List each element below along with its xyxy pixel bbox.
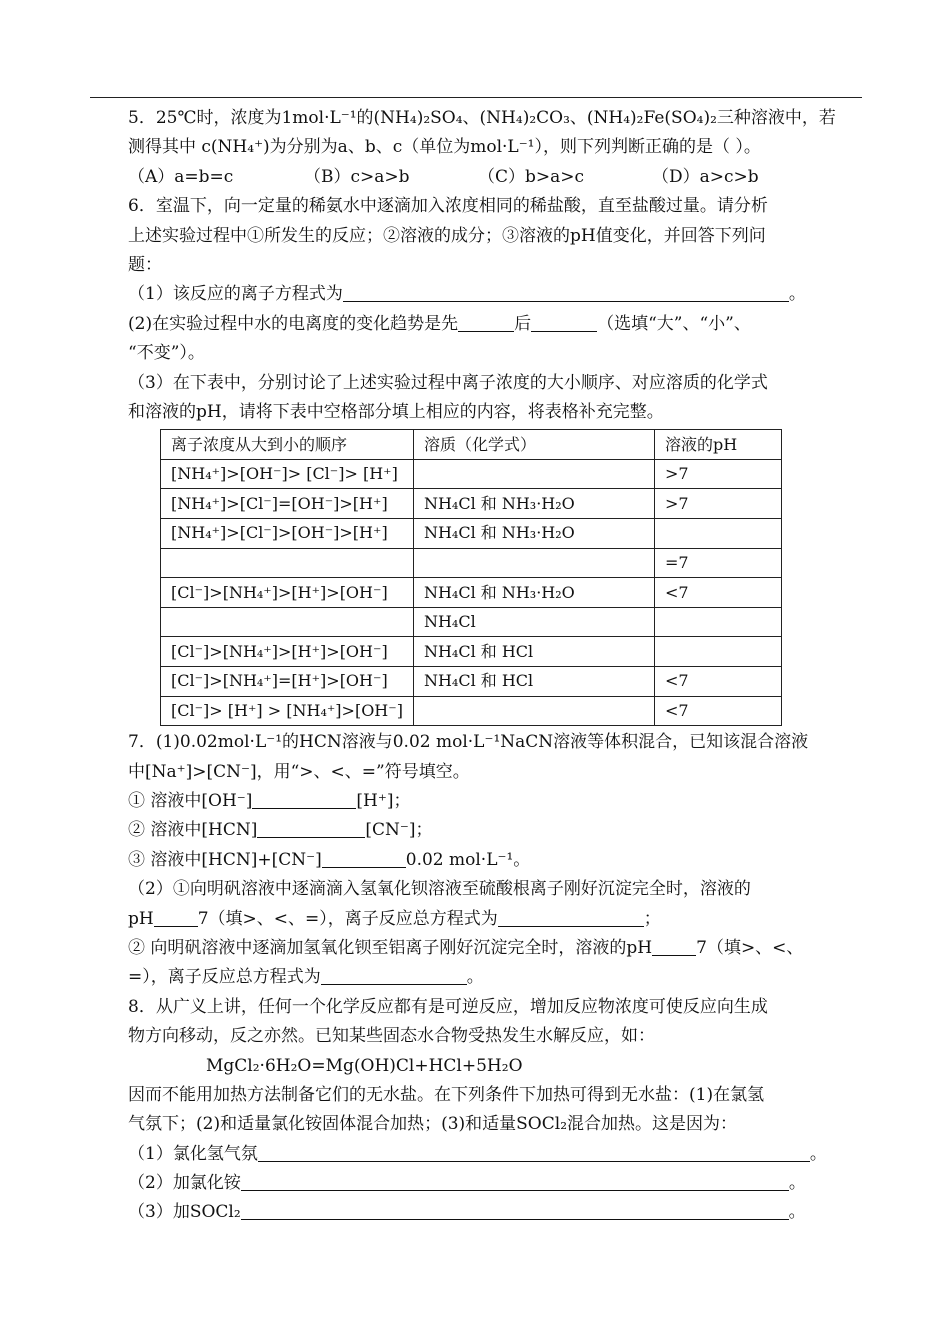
q6-line2: 上述实验过程中①所发生的反应；②溶液的成分；③溶液的pH值变化，并回答下列问 (128, 225, 766, 246)
q7-part2-ph-blank-1[interactable] (154, 908, 198, 927)
q7-part2-text-f: =），离子反应总方程式为 (128, 967, 321, 988)
q7-sub1-blank[interactable] (252, 790, 356, 809)
table-row (161, 607, 782, 637)
q7-part2-text-d: ② 向明矾溶液中逐滴加氢氧化钡至铝离子刚好沉淀完全时，溶液的pH (128, 937, 653, 958)
q7-line2: 中[Na⁺]>[CN⁻]，用“>、<、=”符号填空。 (128, 761, 470, 782)
table-cell-order[interactable] (161, 607, 414, 637)
q7-part2-text-b: 7（填>、<、=），离子反应总方程式为 (197, 908, 498, 929)
q8-answer2-label: （2）加氯化铵 (128, 1173, 241, 1194)
q6-part2-blank-2[interactable] (531, 313, 597, 332)
q7-part2-text-g: 。 (466, 967, 484, 988)
table-header-row (161, 430, 782, 460)
table-cell-solute: NH₄Cl 和 NH₃·H₂O (413, 519, 654, 549)
ion-concentration-table (160, 429, 782, 726)
table-cell-ph[interactable] (654, 637, 781, 667)
table-cell-order: [Cl⁻]>[NH₄⁺]=[H⁺]>[OH⁻] (161, 667, 414, 697)
q7-sub2-text-b: [CN⁻]； (365, 820, 433, 841)
q5-option-a: （A）a=b=c (128, 166, 234, 187)
table-cell-solute: NH₄Cl 和 NH₃·H₂O (413, 489, 654, 519)
q7-part2-equation-blank-1[interactable] (498, 908, 644, 927)
table-cell-solute[interactable] (413, 459, 654, 489)
q7-part2-equation-blank-2[interactable] (321, 966, 467, 985)
q8-answer1-label: （1）氯化氢气氛 (128, 1143, 258, 1164)
q6-part2-text-a: (2)在实验过程中水的电离度的变化趋势是先 (128, 313, 459, 334)
q8-answer1-end: 。 (809, 1143, 827, 1164)
table-cell-solute[interactable] (413, 696, 654, 726)
q7-part2-text-a: pH (128, 908, 154, 929)
q8-line3: 因而不能用加热方法制备它们的无水盐。在下列条件下加热可得到无水盐：(1)在氯氢 (128, 1084, 765, 1105)
q7-sub3-text-b: 0.02 mol·L⁻¹。 (405, 849, 531, 870)
table-cell-ph: =7 (654, 548, 781, 578)
q8-answer2-blank[interactable] (241, 1172, 789, 1191)
q6-part1-text: （1）该反应的离子方程式为 (128, 284, 343, 305)
table-cell-ph: >7 (654, 459, 781, 489)
q7-part2-text-c: ； (643, 908, 661, 929)
table-header: 溶质（化学式） (413, 430, 654, 460)
table-row (161, 696, 782, 726)
q7-part2-line2 (128, 905, 868, 934)
q7-sub3-blank[interactable] (322, 849, 406, 868)
table-row (161, 459, 782, 489)
q6-line3: 题： (128, 254, 162, 275)
q6-part2-blank-1[interactable] (458, 313, 514, 332)
q6-part2-text-b: 后 (514, 313, 532, 334)
q7-sub2-blank[interactable] (257, 819, 365, 838)
q8-answer1 (128, 1140, 868, 1169)
table-row (161, 667, 782, 697)
table-cell-solute: NH₄Cl (413, 607, 654, 637)
q6-part1 (128, 280, 868, 309)
q6-part3-line2: 和溶液的pH，请将下表中空格部分填上相应的内容，将表格补充完整。 (128, 401, 664, 422)
q5-line1: 5．25℃时，浓度为1mol·L⁻¹的(NH₄)₂SO₄、(NH₄)₂CO₃、(NH₄)₂Fe(SO₄)₂三种溶液中，若 (128, 108, 836, 128)
q5-options (128, 163, 868, 192)
q7-sub1-text-b: [H⁺]； (356, 791, 411, 812)
table-cell-ph: <7 (654, 578, 781, 608)
q7-part2-line1: （2）①向明矾溶液中逐滴滴入氢氧化钡溶液至硫酸根离子刚好沉淀完全时，溶液的 (128, 879, 751, 900)
q5-option-d: （D）a>c>b (652, 166, 759, 187)
table-cell-ph: >7 (654, 489, 781, 519)
table-row (161, 578, 782, 608)
table-row (161, 548, 782, 578)
table-cell-order: [Cl⁻]> [H⁺] > [NH₄⁺]>[OH⁻] (161, 696, 414, 726)
table-cell-order[interactable] (161, 548, 414, 578)
table-cell-ph: <7 (654, 667, 781, 697)
table-cell-ph[interactable] (654, 607, 781, 637)
q7-sub2 (128, 816, 868, 845)
table-row (161, 519, 782, 549)
table-cell-order: [NH₄⁺]>[OH⁻]> [Cl⁻]> [H⁺] (161, 459, 414, 489)
q7-sub1 (128, 787, 868, 816)
q5-option-b: （B）c>a>b (304, 166, 410, 187)
q8-answer2 (128, 1169, 868, 1198)
q8-answer2-end: 。 (788, 1173, 806, 1194)
table-cell-solute: NH₄Cl 和 HCl (413, 667, 654, 697)
q7-part2-text-e: 7（填>、<、 (696, 937, 804, 958)
q5-line2: 测得其中 c(NH₄⁺)为分别为a、b、c（单位为mol·L⁻¹），则下列判断正确的是（ ）。 (128, 137, 761, 158)
q7-line1: 7．(1)0.02mol·L⁻¹的HCN溶液与0.02 mol·L⁻¹NaCN溶液等体积混合，已知该混合溶液 (128, 732, 809, 753)
q7-sub3 (128, 846, 868, 875)
q7-sub3-text-a: ③ 溶液中[HCN]+[CN⁻] (128, 849, 322, 870)
q7-part2-line4 (128, 963, 868, 992)
table-header: 溶液的pH (654, 430, 781, 460)
q8-answer3-label: （3）加SOCl₂ (128, 1202, 241, 1223)
q6-part2 (128, 310, 868, 339)
table-row (161, 637, 782, 667)
q7-sub2-text-a: ② 溶液中[HCN] (128, 820, 258, 841)
q8-equation: MgCl₂·6H₂O=Mg(OH)Cl+HCl+5H₂O (206, 1055, 523, 1076)
q8-answer1-blank[interactable] (258, 1143, 810, 1162)
q6-line1: 6．室温下，向一定量的稀氨水中逐滴加入浓度相同的稀盐酸，直至盐酸过量。请分析 (128, 196, 768, 217)
table-cell-order: [Cl⁻]>[NH₄⁺]>[H⁺]>[OH⁻] (161, 578, 414, 608)
header-rule (90, 97, 862, 98)
table-cell-ph: <7 (654, 696, 781, 726)
table-cell-solute: NH₄Cl 和 NH₃·H₂O (413, 578, 654, 608)
q6-part2-text-c: （选填“大”、“小”、 (597, 313, 751, 334)
table-cell-order: [Cl⁻]>[NH₄⁺]>[H⁺]>[OH⁻] (161, 637, 414, 667)
q7-part2-line3 (128, 934, 868, 963)
q8-line4: 气氛下；(2)和适量氯化铵固体混合加热；(3)和适量SOCl₂混合加热。这是因为： (128, 1114, 738, 1135)
q6-part1-end: 。 (788, 284, 806, 305)
table-cell-solute: NH₄Cl 和 HCl (413, 637, 654, 667)
table-cell-solute[interactable] (413, 548, 654, 578)
q6-part3-line1: （3）在下表中，分别讨论了上述实验过程中离子浓度的大小顺序、对应溶质的化学式 (128, 372, 768, 393)
table-row (161, 489, 782, 519)
table-header: 离子浓度从大到小的顺序 (161, 430, 414, 460)
q7-sub1-text-a: ① 溶液中[OH⁻] (128, 791, 253, 812)
table-cell-order: [NH₄⁺]>[Cl⁻]>[OH⁻]>[H⁺] (161, 519, 414, 549)
table-cell-order: [NH₄⁺]>[Cl⁻]=[OH⁻]>[H⁺] (161, 489, 414, 519)
q8-answer3-end: 。 (788, 1202, 806, 1223)
q8-line1: 8．从广义上讲，任何一个化学反应都有是可逆反应，增加反应物浓度可使反应向生成 (128, 996, 768, 1017)
q8-line2: 物方向移动，反之亦然。已知某些固态水合物受热发生水解反应，如： (128, 1026, 655, 1047)
table-cell-ph[interactable] (654, 519, 781, 549)
worksheet (128, 104, 868, 1228)
q6-part1-blank[interactable] (343, 283, 789, 302)
q6-part2-line2: “不变”）。 (128, 343, 205, 364)
q8-answer3-blank[interactable] (241, 1201, 789, 1220)
q7-part2-ph-blank-2[interactable] (652, 937, 696, 956)
q8-answer3 (128, 1198, 868, 1227)
q5-option-c: （C）b>a>c (478, 166, 585, 187)
